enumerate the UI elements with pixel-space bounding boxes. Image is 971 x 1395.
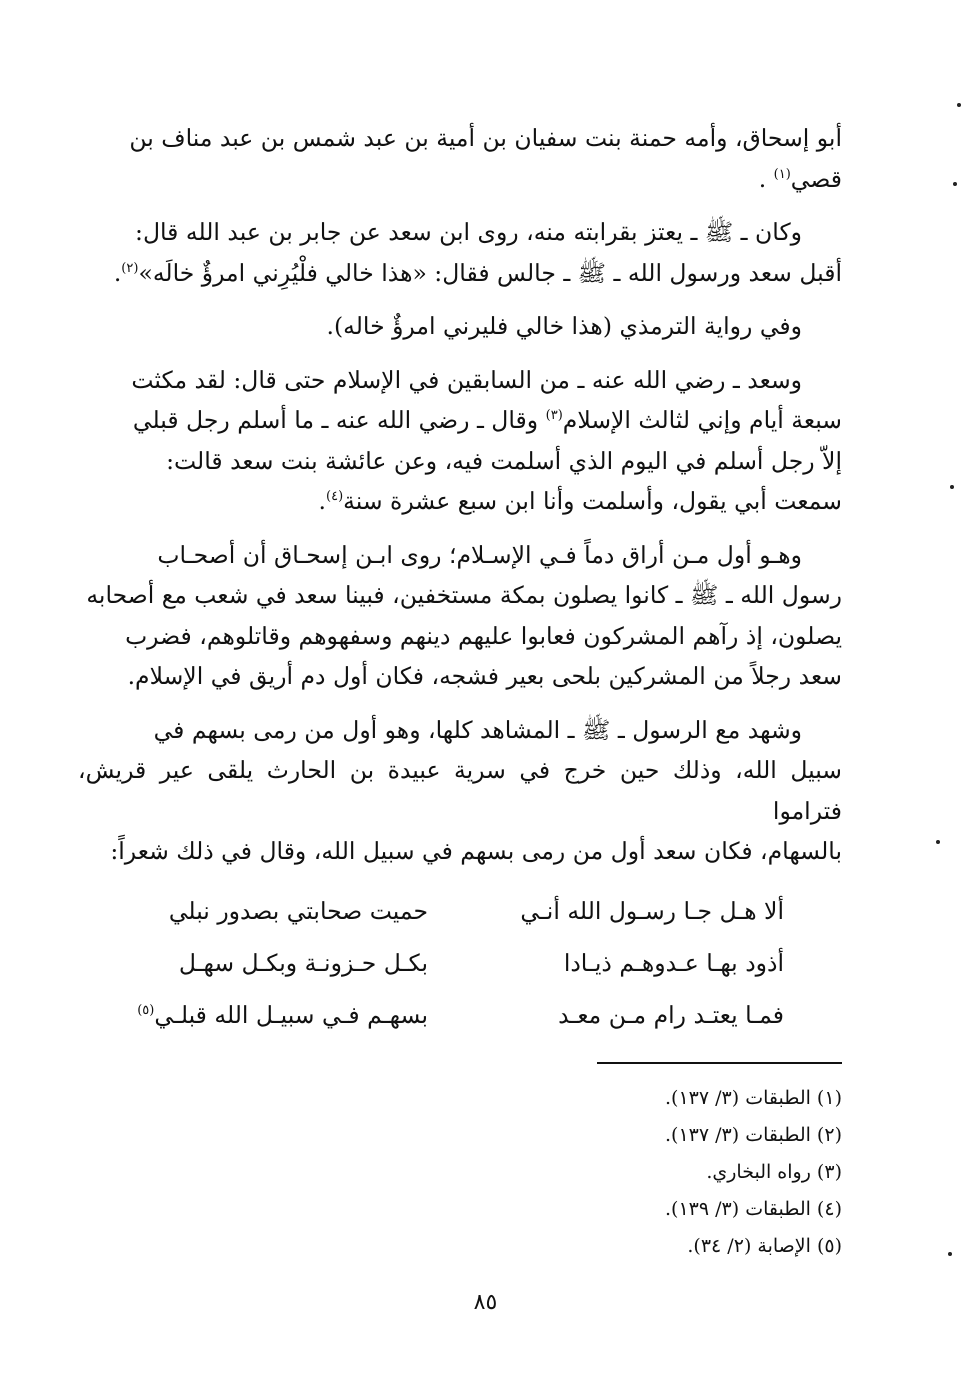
footnote-ref: (٢) bbox=[121, 260, 139, 276]
text-line: رسول الله ـ ﷺ ـ كانوا يصلون بمكة مستخفين، فبينا سعد في شعب مع أصحابه bbox=[86, 581, 842, 609]
page-body bbox=[78, 118, 842, 1041]
paragraph-first-arrow bbox=[78, 710, 842, 872]
text-line: وكان ـ ﷺ ـ يعتز بقرابته منه، روى ابن سعد عن جابر بن عبد الله قال: bbox=[135, 218, 802, 246]
paragraph-early-islam bbox=[78, 360, 842, 522]
text-line: وقال ـ رضي الله عنه ـ ما أسلم رجل قبلي bbox=[132, 406, 539, 434]
text-line: سعد رجلاً من المشركين بلحى بعير فشجه، فكان أول دم أريق في الإسلام. bbox=[127, 662, 842, 690]
footnote-item: (٤) الطبقات (٣/ ١٣٩). bbox=[665, 1198, 842, 1220]
scan-speck bbox=[953, 182, 957, 186]
poem bbox=[78, 885, 842, 1041]
text-punct: . bbox=[758, 164, 767, 193]
footnotes bbox=[300, 1080, 842, 1265]
text-line: سبيل الله، وذلك حين خرج في سرية عبيدة بن الحارث يلقى عير قريش، فتراموا bbox=[78, 756, 842, 825]
text-line: إلاّ رجل أسلم في اليوم الذي أسلمت فيه، وعن عائشة بنت سعد قالت: bbox=[166, 446, 842, 475]
page-number: ٨٥ bbox=[473, 1290, 498, 1315]
paragraph-first-blood bbox=[78, 535, 842, 697]
text-punct: . bbox=[318, 487, 327, 515]
verse-first-hemistich: أذود بهـا عـدوهـم ذيـادا bbox=[563, 948, 784, 977]
scan-speck bbox=[957, 103, 961, 107]
footnote-item: (١) الطبقات (٣/ ١٣٧). bbox=[665, 1087, 842, 1109]
footnote-ref: (٥) bbox=[137, 1002, 155, 1018]
verse-line bbox=[78, 937, 842, 989]
footnote-item: (٥) الإصابة (٢/ ٣٤). bbox=[687, 1235, 842, 1257]
footnote-item: (٣) رواه البخاري. bbox=[706, 1161, 842, 1183]
text-line: يصلون، إذ رآهم المشركون فعابوا عليهم دينهم وسفهوهم وقاتلوهم، فضرب bbox=[125, 621, 842, 650]
text-punct: . bbox=[113, 258, 122, 287]
verse-first-hemistich: فمـا يعتـد رام مـن معـد bbox=[558, 1000, 784, 1029]
text-line: وسعد ـ رضي الله عنه ـ من السابقين في الإسلام حتى قال: لقد مكثت bbox=[131, 365, 802, 394]
verse-first-hemistich: ألا هـل جـا رسـول الله أنـي bbox=[520, 896, 784, 925]
verse-second-hemistich: بسهـم فـي سبيـل الله قبلـي bbox=[154, 1000, 428, 1029]
verse-line bbox=[78, 989, 842, 1041]
footnote-ref: (٣) bbox=[545, 408, 563, 424]
scan-speck bbox=[950, 485, 954, 489]
verse-second-hemistich: حميت صحابتي بصدور نبلي bbox=[168, 896, 428, 925]
footnote-ref: (١) bbox=[773, 166, 791, 182]
footnote-separator bbox=[597, 1062, 842, 1064]
scan-speck bbox=[936, 840, 940, 844]
verse-second-hemistich: بكـل حـزونـة وبكـل سهـل bbox=[178, 948, 428, 977]
text-line: أبو إسحاق، وأمه حمنة بنت سفيان بن أمية بن عبد شمس بن عبد مناف بن bbox=[129, 124, 842, 152]
text-line: وشهد مع الرسول ـ ﷺ ـ المشاهد كلها، وهو أول من رمى بسهم في bbox=[153, 715, 802, 744]
text-line: قصي bbox=[790, 164, 842, 193]
text-line: سبعة أيام وإني لثالث الإسلام bbox=[562, 406, 842, 434]
footnote-ref: (٤) bbox=[326, 489, 344, 505]
verse-line bbox=[78, 885, 842, 937]
paragraph-tirmidhi bbox=[78, 306, 842, 347]
text-line: وفي رواية الترمذي (هذا خالي فليرني امرؤٌ خاله). bbox=[326, 312, 802, 340]
scan-speck bbox=[948, 1252, 952, 1256]
text-line: بالسهام، فكان سعد أول من رمى بسهم في سبيل الله، وقال في ذلك شعراً: bbox=[110, 837, 842, 865]
paragraph-kinship bbox=[78, 212, 842, 293]
text-line: أقبل سعد ورسول الله ـ ﷺ ـ جالس فقال: «هذا خالي فلْيُرِني امرؤٌ خالَه» bbox=[138, 258, 842, 287]
footnote-item: (٢) الطبقات (٣/ ١٣٧). bbox=[665, 1124, 842, 1146]
paragraph-lineage bbox=[78, 118, 842, 199]
text-line: وهـو أول مـن أراق دماً فـي الإسـلام؛ روى ابـن إسحـاق أن أصحـاب bbox=[157, 540, 802, 569]
text-line: سمعت أبي يقول، وأسلمت وأنا ابن سبع عشرة سنة bbox=[343, 487, 842, 515]
